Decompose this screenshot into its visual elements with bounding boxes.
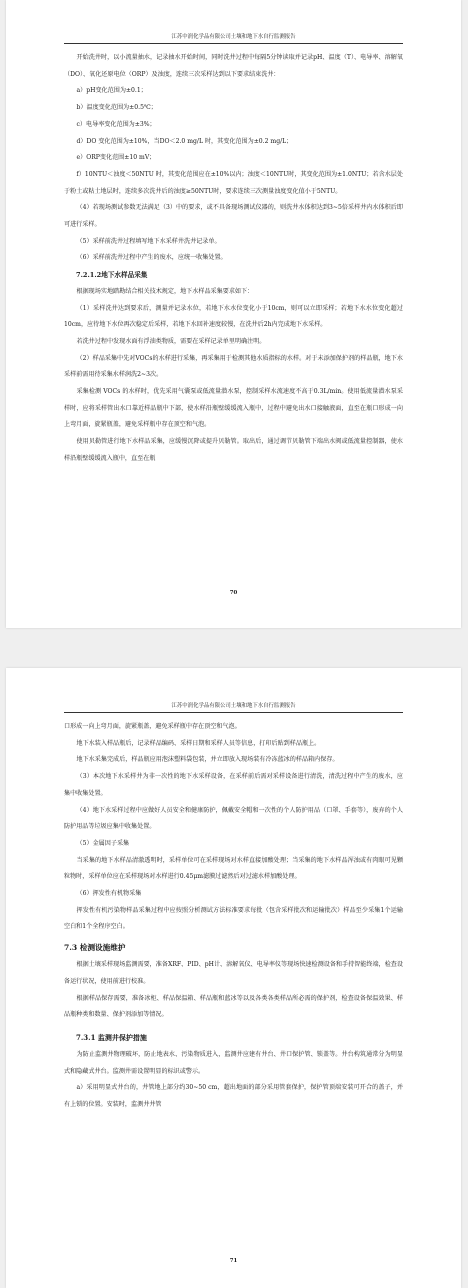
paragraph: 若洗井过程中发现水面有浮油类物质，需要在采样记录单里明确注明。 — [76, 337, 266, 345]
paragraph: （2）样品采集中先对VOCs的水样进行采集，再采集用于检测其他水质指标的水样。对于未添加保护剂的样品瓶，地下水采样前需用待采集水样润洗2~3次。 — [64, 354, 403, 379]
section-heading: 7.2.1.2地下水样品采集 — [76, 271, 148, 280]
list-item: c）电导率变化范围为±3%； — [76, 120, 156, 128]
list-item: d）DO 变化范围为±10%，当DO＜2.0 mg/L 时，其变化范围为±0.2 mg/L； — [76, 137, 293, 145]
running-header: 江苏中润化学品有限公司土壤和地下水自行监测报告 — [64, 32, 403, 44]
paragraph: 为防止监测井物理破坏，防止地表水、污染物质进入，监测井应建有井台、井口保护管、锁盖等。井台构筑通常分为明显式和隐藏式井台。监测井需设置明显的标识或警示。 — [64, 1050, 403, 1075]
paragraph: 根据样品保存需要，准备冰柜、样品保温箱、样品瓶和蓝冰等以及各类各类样品所必需的保护剂，检查设备保温效果、样品瓶种类和数量、保护剂添加等情况。 — [64, 994, 403, 1019]
paragraph: （5）采样前洗井过程填写地下水采样井洗井记录单。 — [76, 237, 221, 245]
paragraph: 根据现场实地踏勘结合相关技术规定，地下水样品采集要求如下： — [76, 287, 254, 295]
paragraph: 挥发性有机污染物样品采集过程中应按照分析测试方法标准要求每批（包含采样批次和运输批次）样品至少采集1个运输空白和1个全程序空白。 — [64, 906, 403, 931]
paragraph: a）采用明显式井台的，井管地上部分约30~50 cm，超出地面的部分采用管套保护，保护管顶端安装可开合的盖子，并有上锁的位置。安装时，监测井井管 — [64, 1084, 403, 1109]
page-number: 71 — [229, 1258, 238, 1264]
list-item: （5）金属因子采集 — [76, 839, 130, 847]
paragraph: 开始洗井时，以小流量抽水，记录抽水开始时间，同时洗井过程中每隔5分钟读取并记录pH、温度（T）、电导率、溶解氧（DO）、氧化还原电位（ORP）及浊度，连续三次采样达到以下要求结束洗井： — [64, 54, 403, 78]
running-header: 江苏中润化学品有限公司土壤和地下水自行监测报告 — [64, 701, 403, 713]
list-item: （6）挥发性有机物采集 — [76, 890, 142, 898]
paragraph: 地下水采集完成后，样品瓶应用泡沫塑料袋包装，并立即放入现场装有冷冻蓝冰的样品箱内保存。 — [76, 756, 339, 764]
paragraph: 使用贝勒管进行地下水样品采集，应缓慢沉降或提升贝勒管。取出后，通过调节贝勒管下端出水阀或低流量控制器，使水样沿瓶壁缓缓流入瓶中，直至在瓶 — [64, 438, 403, 462]
paragraph: 地下水装入样品瓶后，记录样品编码、采样日期和采样人员等信息，打印后贴到样品瓶上。 — [76, 739, 321, 747]
document-page-71 — [6, 668, 461, 1288]
section-heading: 7.3 检测设施维护 — [64, 943, 126, 953]
list-item: a）pH变化范围为±0.1； — [76, 87, 147, 95]
paragraph: （4）若现场测试参数无法满足（3）中的要求，或不具备现场测试仪器的，则洗井水体积达到3~5倍采样井内水体积后即可进行采样。 — [64, 204, 403, 229]
page-body — [64, 719, 403, 1114]
paragraph: （1）采样洗井达到要求后，测量并记录水位，若地下水水位变化小于10cm，则可以立即采样；若地下水水位变化超过10cm，应待地下水位再次稳定后采样，若地下水回补速度较慢，在洗井后2h内完成地下水采样。 — [64, 304, 403, 329]
list-item: e）ORP变化范围±10 mV； — [76, 154, 156, 162]
page-body — [64, 50, 403, 468]
paragraph: （4）地下水采样过程中应做好人员安全和健康防护，佩戴安全帽和一次性的个人防护用品（口罩、手套等），废弃的个人防护用品等垃圾应集中收集处置。 — [64, 806, 403, 831]
document-page-70 — [6, 0, 461, 628]
paragraph: （6）采样前洗井过程中产生的废水，应统一收集处置。 — [76, 254, 227, 262]
page-number: 70 — [229, 590, 238, 596]
paragraph: 采集检测 VOCs 的水样时，优先采用气囊泵或低流量潜水泵，控制采样水流速度不高于0.3L/min。使用低流量潜水泵采样时，应将采样管出水口靠近样品瓶中下部，使水样沿瓶壁缓缓流入瓶中，过程中避免出水口接触液面，直至在瓶口形成一向上弯月面，旋紧瓶盖，避免采样瓶中存在顶空和气泡。 — [64, 388, 403, 429]
paragraph: 根据土壤采样现场监测需要，准备XRF、PID、pH计、溶解氧仪、电导率仪等现场快速检测设备和手持智能终端，检查设备运行状况，使用前进行校准。 — [64, 961, 403, 985]
list-item: b）温度变化范围为±0.5℃； — [76, 104, 157, 112]
subsection-heading: 7.3.1 监测井保护措施 — [76, 1032, 147, 1042]
paragraph: 当采集的地下水样品清澈透明时，采样单位可在采样现场对水样直接加酸处理；当采集的地下水样品浑浊或有肉眼可见颗粒物时，采样单位应在采样现场对水样进行0.45μm滤膜过滤然后对过滤水样加酸处理。 — [64, 856, 403, 881]
paragraph: （3）本次地下水采样井为非一次性的地下水采样设备，在采样前后需对采样设备进行清洗，清洗过程中产生的废水，应集中收集处置。 — [64, 773, 403, 797]
paragraph: 口形成一向上弯月面，旋紧瓶盖，避免采样瓶中存在顶空和气泡。 — [64, 723, 241, 730]
list-item: f）10NTU＜浊度＜50NTU 时，其变化范围应在±10%以内；浊度＜10NTU时，其变化范围为±1.0NTU；若含水层处于粉土或粘土地层时，连续多次洗井后的浊度≥50NTU时，要求连续三次测量浊度变化值小于5NTU。 — [64, 170, 403, 195]
